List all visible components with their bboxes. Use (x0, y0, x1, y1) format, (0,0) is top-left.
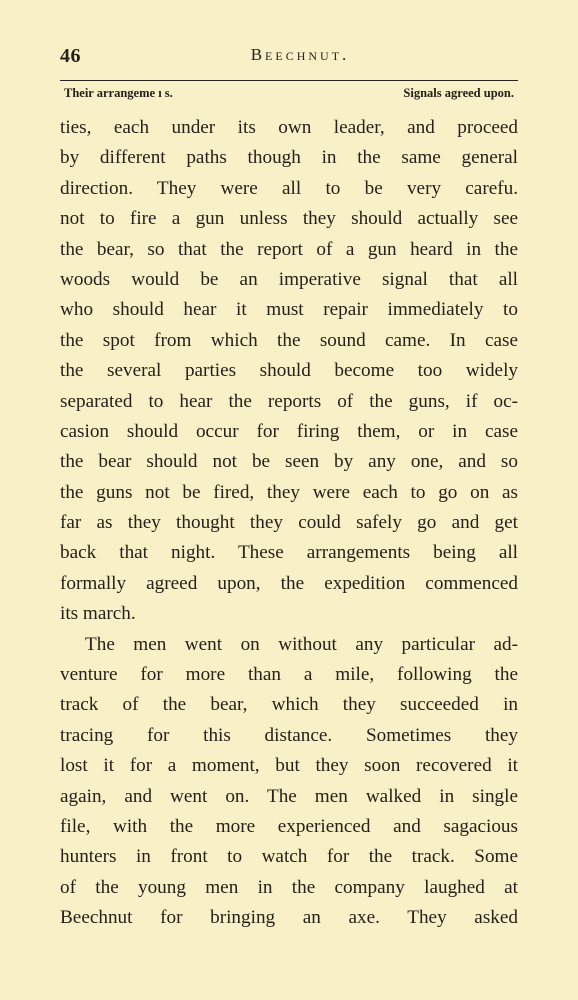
text-line: tracing for this distance. Sometimes they (60, 724, 518, 746)
text-line: who should hear it must repair immediately to (60, 299, 518, 321)
page-number: 46 (60, 45, 81, 67)
text-line: separated to hear the reports of the guns, if oc- (60, 390, 518, 412)
text-line: the bear, so that the report of a gun heard in the (60, 238, 518, 260)
marginal-header-left: Their arrangeme ı s. (64, 86, 173, 100)
text-line: The men went on without any particular ad- (85, 633, 518, 655)
text-line: the bear should not be seen by any one, and so (60, 451, 518, 473)
text-line: woods would be an imperative signal that all (60, 268, 518, 290)
text-line: direction. They were all to be very carefu. (60, 177, 518, 199)
text-line: lost it for a moment, but they soon recovered it (60, 755, 518, 777)
text-line: track of the bear, which they succeeded in (60, 694, 518, 716)
text-line: its march. (60, 603, 136, 625)
marginal-header-right: Signals agreed upon. (403, 86, 514, 100)
text-line: back that night. These arrangements being all (60, 542, 518, 564)
header-rule (60, 80, 518, 81)
text-line: file, with the more experienced and sagacious (60, 815, 518, 837)
text-line: the guns not be fired, they were each to go on as (60, 481, 518, 503)
text-line: far as they thought they could safely go and get (60, 512, 518, 534)
text-line: the spot from which the sound came. In case (60, 329, 518, 351)
text-line: casion should occur for firing them, or in case (60, 420, 518, 442)
text-line: of the young men in the company laughed at (60, 876, 518, 898)
text-line: formally agreed upon, the expedition commenced (60, 572, 518, 594)
book-title-text: Beechnut. (250, 45, 350, 64)
body-text (60, 113, 518, 934)
text-line: Beechnut for bringing an axe. They asked (60, 907, 518, 929)
text-line: not to fire a gun unless they should actually see (60, 208, 518, 230)
book-title (60, 45, 518, 65)
text-line: venture for more than a mile, following the (60, 664, 518, 686)
marginal-header (60, 86, 518, 102)
text-line: by different paths though in the same general (60, 147, 518, 169)
running-head (60, 45, 518, 71)
text-line: hunters in front to watch for the track. Some (60, 846, 518, 868)
text-line: again, and went on. The men walked in single (60, 785, 518, 807)
text-line: ties, each under its own leader, and proceed (60, 117, 518, 138)
text-line: the several parties should become too widely (60, 360, 518, 382)
